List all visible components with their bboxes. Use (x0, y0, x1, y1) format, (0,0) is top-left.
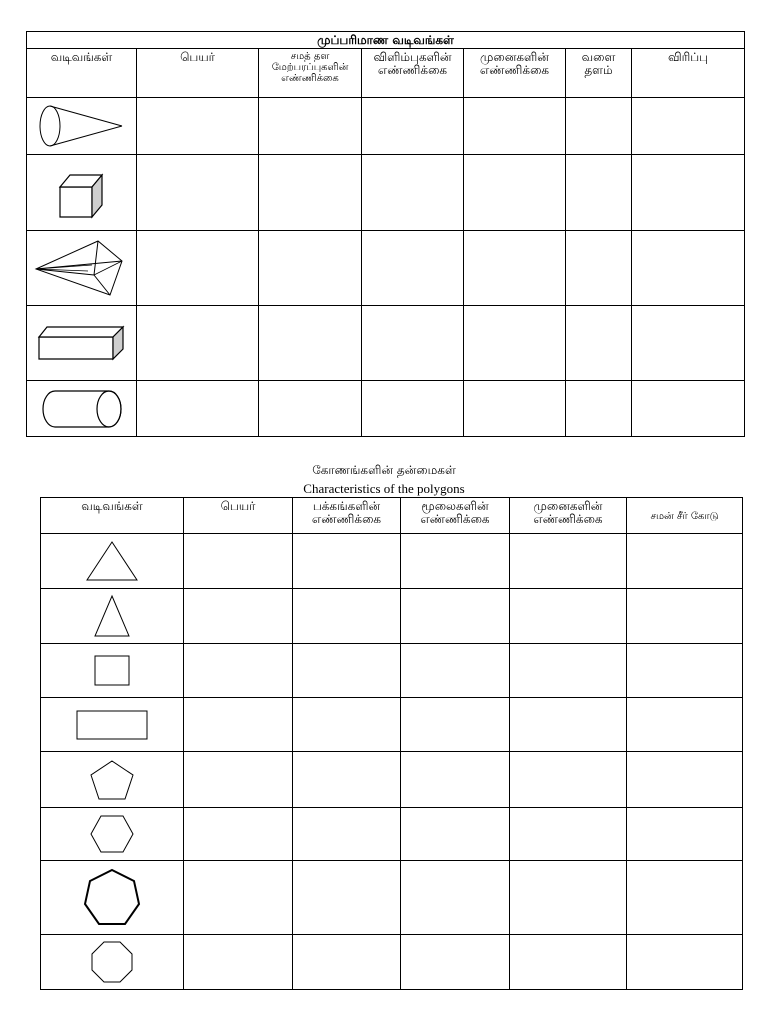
input-cell[interactable] (293, 935, 401, 990)
input-cell[interactable] (632, 98, 745, 155)
input-cell[interactable] (293, 861, 401, 935)
table-row (27, 98, 745, 155)
input-cell[interactable] (566, 155, 632, 231)
table-row (41, 534, 743, 589)
input-cell[interactable] (632, 306, 745, 381)
input-cell[interactable] (184, 861, 293, 935)
header-edges: விளிம்புகளின் எண்ணிக்கை (362, 49, 464, 98)
header-sides: பக்கங்களின் எண்ணிக்கை (293, 498, 401, 534)
input-cell[interactable] (362, 155, 464, 231)
input-cell[interactable] (401, 589, 510, 644)
input-cell[interactable] (259, 381, 362, 437)
input-cell[interactable] (464, 98, 566, 155)
table-row (27, 231, 745, 306)
input-cell[interactable] (362, 306, 464, 381)
input-cell[interactable] (184, 808, 293, 861)
pentagon-icon (87, 758, 137, 802)
solids-table-title: முப்பரிமாண வடிவங்கள் (27, 32, 745, 49)
header-shapes: வடிவங்கள் (27, 49, 137, 98)
solids-title-row (27, 32, 745, 49)
input-cell[interactable] (137, 98, 259, 155)
input-cell[interactable] (510, 935, 627, 990)
input-cell[interactable] (259, 231, 362, 306)
header-corners: மூலைகளின் எண்ணிக்கை (401, 498, 510, 534)
input-cell[interactable] (510, 808, 627, 861)
square-icon (92, 654, 132, 688)
input-cell[interactable] (259, 155, 362, 231)
header-vertices: முனைகளின் எண்ணிக்கை (510, 498, 627, 534)
table-row (27, 155, 745, 231)
cuboid-icon (35, 321, 129, 365)
table-row (41, 644, 743, 698)
input-cell[interactable] (401, 644, 510, 698)
table-row (27, 306, 745, 381)
heptagon-icon (81, 867, 143, 929)
equilateral-triangle-icon (84, 539, 140, 583)
hexagon-icon (87, 813, 137, 855)
input-cell[interactable] (566, 231, 632, 306)
input-cell[interactable] (627, 589, 743, 644)
input-cell[interactable] (627, 752, 743, 808)
input-cell[interactable] (259, 98, 362, 155)
input-cell[interactable] (510, 644, 627, 698)
header-shapes: வடிவங்கள் (41, 498, 184, 534)
input-cell[interactable] (184, 589, 293, 644)
input-cell[interactable] (184, 935, 293, 990)
input-cell[interactable] (362, 231, 464, 306)
input-cell[interactable] (293, 752, 401, 808)
rectangle-icon (74, 708, 150, 742)
input-cell[interactable] (401, 808, 510, 861)
input-cell[interactable] (137, 306, 259, 381)
input-cell[interactable] (627, 644, 743, 698)
input-cell[interactable] (464, 231, 566, 306)
solids-table (26, 31, 745, 437)
input-cell[interactable] (464, 306, 566, 381)
cube-icon (52, 165, 112, 221)
input-cell[interactable] (137, 155, 259, 231)
input-cell[interactable] (464, 381, 566, 437)
header-vertices: முனைகளின் எண்ணிக்கை (464, 49, 566, 98)
table-row (41, 808, 743, 861)
input-cell[interactable] (510, 534, 627, 589)
table-row (41, 861, 743, 935)
octagon-icon (88, 938, 136, 986)
input-cell[interactable] (293, 808, 401, 861)
input-cell[interactable] (632, 381, 745, 437)
input-cell[interactable] (627, 808, 743, 861)
input-cell[interactable] (401, 752, 510, 808)
input-cell[interactable] (627, 534, 743, 589)
input-cell[interactable] (510, 698, 627, 752)
input-cell[interactable] (259, 306, 362, 381)
input-cell[interactable] (184, 698, 293, 752)
input-cell[interactable] (293, 589, 401, 644)
table-row (41, 698, 743, 752)
input-cell[interactable] (632, 155, 745, 231)
input-cell[interactable] (510, 861, 627, 935)
polygons-table (40, 497, 743, 990)
table-row (27, 381, 745, 437)
header-curved-face: வளை தளம் (566, 49, 632, 98)
header-net: விரிப்பு (632, 49, 745, 98)
input-cell[interactable] (293, 644, 401, 698)
input-cell[interactable] (293, 534, 401, 589)
header-name: பெயர் (137, 49, 259, 98)
input-cell[interactable] (627, 861, 743, 935)
pyramid-icon (32, 235, 132, 301)
input-cell[interactable] (401, 935, 510, 990)
polygons-title-tamil: கோணங்களின் தன்மைகள் (312, 463, 456, 477)
input-cell[interactable] (137, 381, 259, 437)
input-cell[interactable] (184, 752, 293, 808)
input-cell[interactable] (566, 98, 632, 155)
input-cell[interactable] (401, 534, 510, 589)
isosceles-triangle-icon (92, 593, 132, 639)
table-row (41, 752, 743, 808)
input-cell[interactable] (184, 644, 293, 698)
table-row (41, 589, 743, 644)
solids-header-row (27, 49, 745, 98)
input-cell[interactable] (184, 534, 293, 589)
input-cell[interactable] (137, 231, 259, 306)
input-cell[interactable] (510, 752, 627, 808)
input-cell[interactable] (627, 935, 743, 990)
input-cell[interactable] (632, 231, 745, 306)
input-cell[interactable] (293, 698, 401, 752)
input-cell[interactable] (566, 381, 632, 437)
polygons-header-row (41, 498, 743, 534)
input-cell[interactable] (401, 698, 510, 752)
input-cell[interactable] (464, 155, 566, 231)
input-cell[interactable] (362, 381, 464, 437)
cylinder-icon (39, 387, 125, 431)
header-flat-faces: சமத் தள மேற்பரப்புகளின் எண்ணிக்கை (259, 49, 362, 98)
table-row (41, 935, 743, 990)
header-name: பெயர் (184, 498, 293, 534)
polygons-title-english: Characteristics of the polygons (303, 481, 465, 496)
input-cell[interactable] (362, 98, 464, 155)
input-cell[interactable] (510, 589, 627, 644)
input-cell[interactable] (401, 861, 510, 935)
header-symmetry-lines: சமன் சீர் கோடு (627, 498, 743, 534)
cone-icon (37, 101, 127, 151)
input-cell[interactable] (566, 306, 632, 381)
input-cell[interactable] (627, 698, 743, 752)
